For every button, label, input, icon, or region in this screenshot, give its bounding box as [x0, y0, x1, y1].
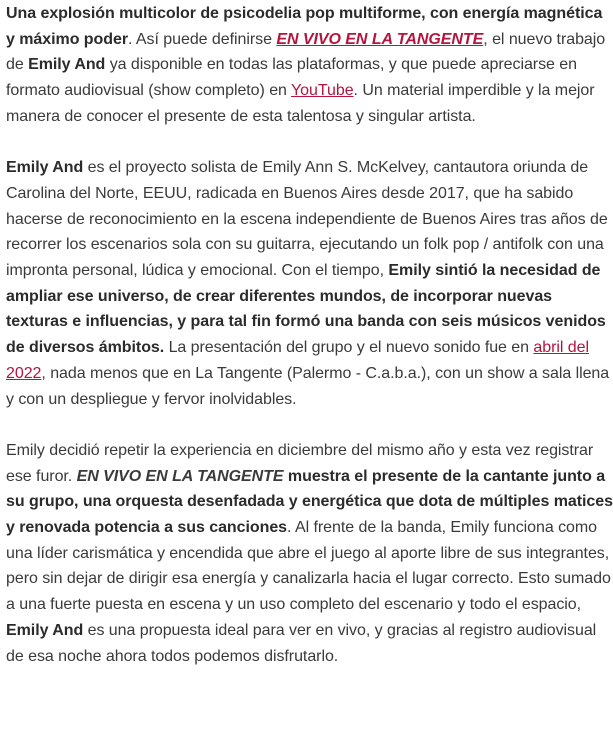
date-link[interactable]: abril del 2022 — [6, 339, 589, 382]
emphasis-text: Emily sintió la necesidad de ampliar ese universo, de crear diferentes mundos, de incorporar nuevas texturas e influencias, y para tal fin formó una banda con seis músicos venidos de diversos ámbitos. — [6, 262, 606, 357]
artist-name: Emily And — [6, 621, 84, 639]
youtube-link[interactable]: YouTube — [291, 82, 354, 100]
text: La presentación del grupo y el nuevo sonido fue en — [164, 339, 534, 357]
text: . Así puede definirse — [128, 30, 277, 48]
paragraph-intro — [6, 1, 613, 130]
text: es el proyecto solista de Emily Ann S. McKelvey, cantautora oriunda de Carolina del Norte, EEUU, radicada en Buenos Aires desde 2017, que ha sabido hacerse de reconocimiento en la escena independiente de Buenos Aires tras años de recorrer los escenarios sola con su guitarra, ejecutando un folk pop / antifolk con una impronta personal, lúdica y emocional. Con el tiempo, — [6, 159, 608, 280]
artist-name: Emily And — [28, 56, 106, 74]
text: Emily decidió repetir la experiencia en diciembre del mismo año y esta vez registrar ese furor. — [6, 441, 594, 485]
paragraph-recording — [6, 438, 613, 669]
album-title: EN VIVO EN LA TANGENTE — [76, 467, 284, 485]
album-link[interactable]: EN VIVO EN LA TANGENTE — [276, 30, 484, 48]
intro-headline: Una explosión multicolor de psicodelia pop multiforme, con energía magnética y máximo poder — [6, 5, 603, 48]
text: . Al frente de la banda, Emily funciona como una líder carismática y encendida que abre el juego al aporte libre de sus integrantes, pero sin dejar de dirigir esa energía y canalizarla hacia el lugar correcto. Esto sumado a una fuerte puesta en escena y un uso completo del escenario y todo el espacio, — [6, 519, 611, 614]
paragraph-bio — [6, 155, 613, 412]
emphasis-text: muestra el presente de la cantante junto a su grupo, una orquesta desenfadada y energética que dota de múltiples matices y renovada potencia a sus canciones — [6, 467, 613, 537]
artist-name: Emily And — [6, 159, 84, 177]
text: , el nuevo trabajo de — [6, 30, 606, 74]
text: , nada menos que en La Tangente (Palermo - C.a.b.a.), con un show a sala llena y con un despliegue y fervor inolvidables. — [6, 364, 610, 408]
text: es una propuesta ideal para ver en vivo, y gracias al registro audiovisual de esa noche ahora todos podemos disfrutarlo. — [6, 621, 597, 665]
text: . Un material imperdible y la mejor manera de conocer el presente de esta talentosa y singular artista. — [6, 82, 595, 125]
text: ya disponible en todas las plataformas, y que puede apreciarse en formato audiovisual (show completo) en — [6, 56, 577, 100]
